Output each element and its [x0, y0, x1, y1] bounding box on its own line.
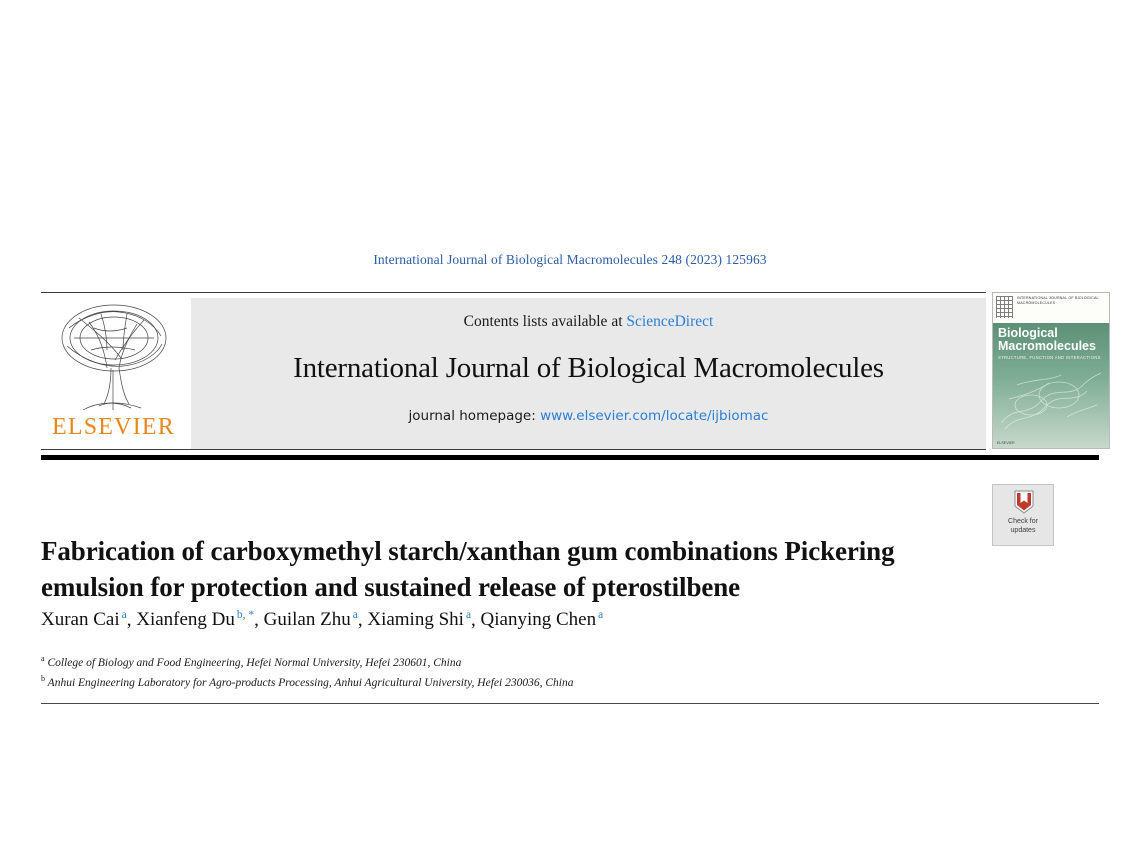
- masthead-bottom-rule: [41, 449, 986, 450]
- author-affiliation-mark: a: [465, 609, 472, 621]
- author-name: Xuran Cai: [41, 609, 120, 631]
- journal-band: [191, 298, 986, 449]
- author-affiliation-mark: a: [121, 609, 127, 621]
- cover-footer-text: ELSEVIER: [997, 441, 1015, 445]
- journal-cover-thumbnail: [992, 292, 1110, 449]
- crossmark-line2: updates: [1010, 526, 1036, 534]
- contents-prefix: Contents lists available at: [463, 313, 627, 330]
- author-affiliation-mark: b, *: [236, 609, 255, 621]
- elsevier-wordmark: ELSEVIER: [52, 414, 175, 440]
- crossmark-shield-icon: [1014, 490, 1034, 514]
- cover-body: [993, 323, 1109, 448]
- affiliation-item: [41, 671, 971, 691]
- cover-title-line1: Biological: [998, 326, 1058, 340]
- author-name: Xianfeng Du: [136, 609, 235, 631]
- author-list: [41, 609, 971, 631]
- contents-available-line: [191, 313, 986, 331]
- running-head: International Journal of Biological Macromolecules 248 (2023) 125963: [373, 252, 767, 267]
- cover-title-line2: Macromolecules: [998, 339, 1096, 353]
- article-title: Fabrication of carboxymethyl starch/xanthan gum combinations Pickering emulsion for protection and sustained release of pterostilbene: [41, 536, 895, 603]
- journal-title: International Journal of Biological Macromolecules: [293, 352, 884, 384]
- author-item[interactable]: [367, 609, 471, 630]
- affiliation-mark: a: [41, 654, 45, 663]
- affiliation-list: [41, 651, 971, 691]
- author-separator: ,: [254, 609, 264, 631]
- affiliation-mark: b: [41, 673, 45, 683]
- cover-artwork-icon: [997, 365, 1105, 435]
- author-separator: ,: [357, 609, 368, 631]
- crossmark-badge[interactable]: [992, 484, 1054, 546]
- author-name: Qianying Chen: [480, 609, 597, 631]
- elsevier-tree-icon: [49, 298, 179, 416]
- journal-homepage-link[interactable]: www.elsevier.com/locate/ijbiomac: [540, 408, 769, 424]
- journal-homepage-line: [191, 408, 986, 424]
- journal-masthead: [41, 292, 1099, 450]
- author-item[interactable]: [41, 609, 127, 630]
- affiliation-item: [41, 651, 971, 671]
- cover-header-strip: [993, 293, 1109, 324]
- cover-barcode-icon: [996, 296, 1013, 318]
- author-separator: ,: [471, 609, 481, 631]
- sciencedirect-link[interactable]: ScienceDirect: [626, 313, 714, 330]
- masthead-top-rule: [41, 292, 986, 293]
- homepage-prefix: journal homepage:: [408, 408, 541, 424]
- cover-header-text: INTERNATIONAL JOURNAL OF BIOLOGICAL MACROMOLECULES: [1017, 296, 1099, 305]
- affiliation-text: College of Biology and Food Engineering, Hefei Normal University, Hefei 230601, China: [47, 656, 462, 669]
- elsevier-logo: [41, 298, 186, 448]
- author-item[interactable]: [264, 609, 358, 630]
- author-affiliation-mark: a: [598, 609, 604, 621]
- author-separator: ,: [126, 609, 137, 631]
- author-name: Xiaming Shi: [367, 609, 464, 631]
- crossmark-label: [993, 518, 1053, 535]
- affiliation-text: Anhui Engineering Laboratory for Agro-products Processing, Anhui Agricultural University, Hefei 230036, China: [47, 676, 574, 689]
- cover-title: [998, 327, 1104, 353]
- author-name: Guilan Zhu: [263, 609, 351, 631]
- crossmark-line1: Check for: [1008, 518, 1038, 525]
- cover-subtitle: STRUCTURE, FUNCTION AND INTERACTIONS: [998, 355, 1101, 360]
- author-item[interactable]: [136, 609, 254, 630]
- author-item[interactable]: [481, 609, 604, 630]
- header-bottom-rule: [41, 703, 1099, 704]
- author-affiliation-mark: a: [352, 609, 358, 621]
- header-thick-rule: [41, 455, 1099, 460]
